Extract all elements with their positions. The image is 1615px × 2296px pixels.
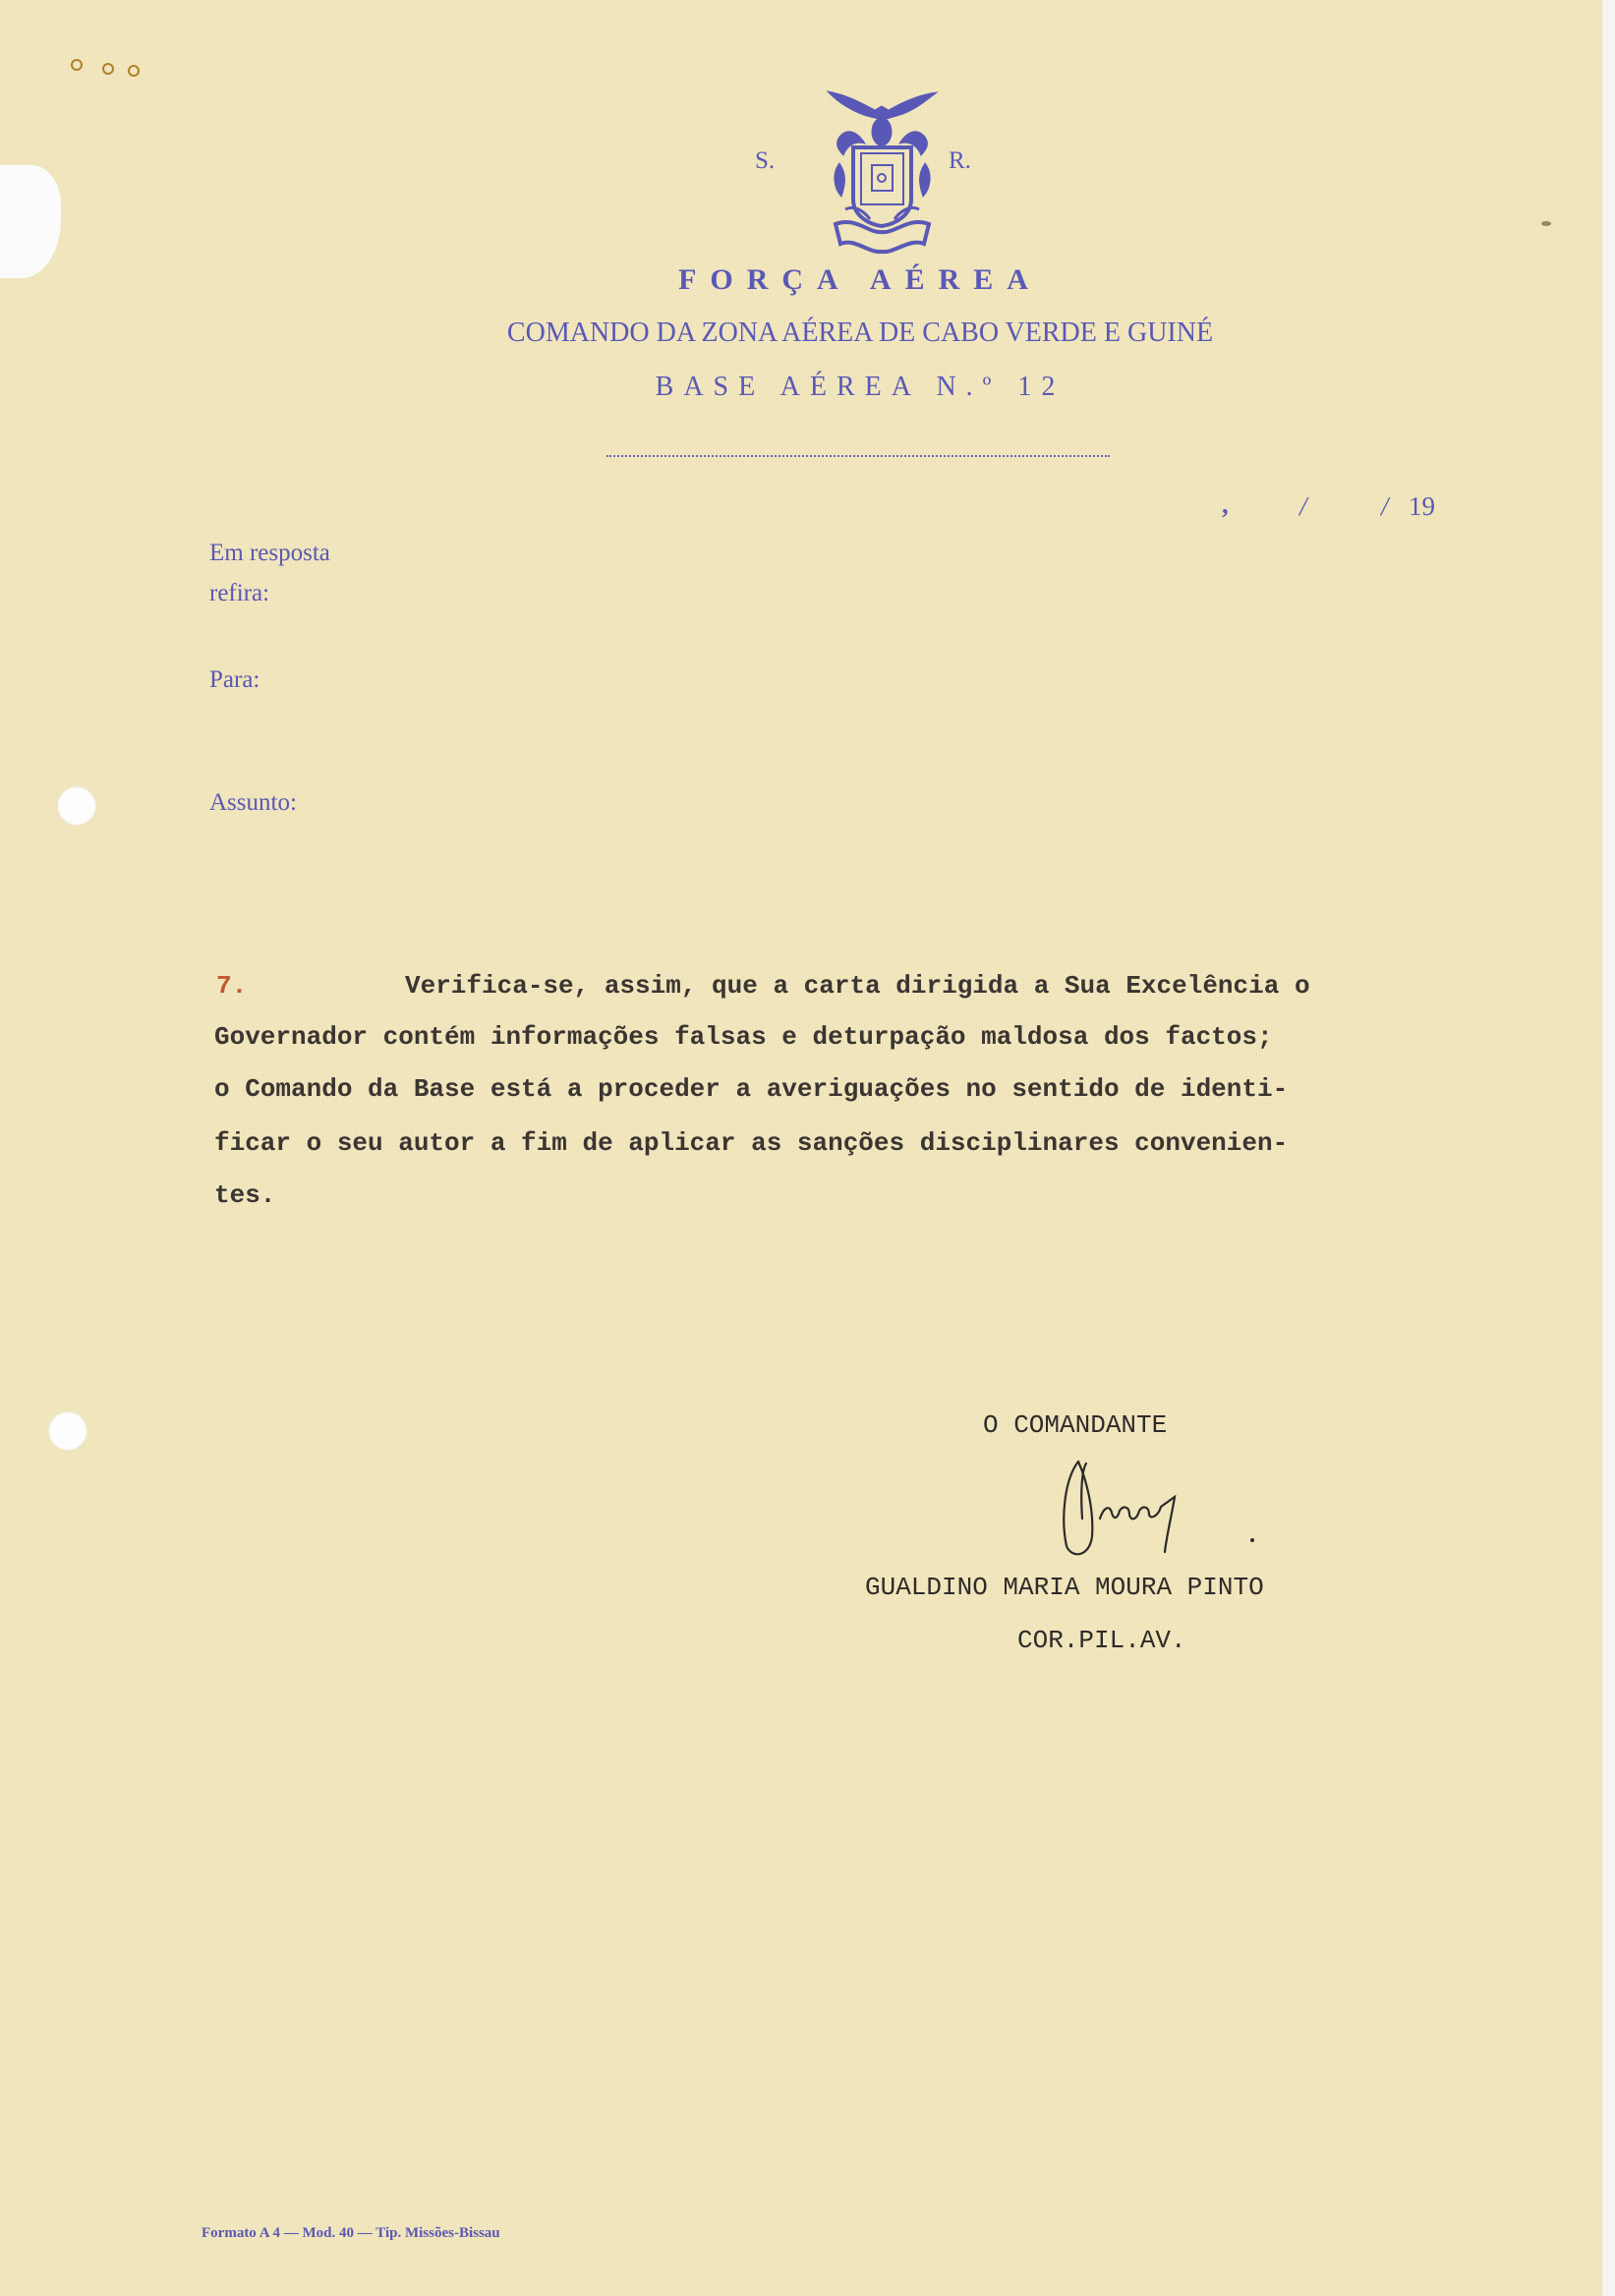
reply-reference-label: Em resposta <box>209 540 330 566</box>
subject-label: Assunto: <box>209 789 297 816</box>
body-line: tes. <box>214 1180 276 1210</box>
date-year-prefix: 19 <box>1409 491 1435 521</box>
reply-reference-label-line2: refira: <box>209 580 270 606</box>
body-line: ficar o seu autor a fim de aplicar as sanções disciplinares convenien- <box>214 1128 1289 1158</box>
body-line: Verifica-se, assim, que a carta dirigida a Sua Excelência o <box>405 971 1310 1001</box>
staple-rust-mark <box>128 65 140 77</box>
body-line: Governador contém informações falsas e deturpação maldosa dos factos; <box>214 1022 1273 1052</box>
to-label: Para: <box>209 666 260 693</box>
signatory-title: O COMANDANTE <box>983 1410 1168 1440</box>
punch-hole-lower <box>48 1411 87 1451</box>
letterhead-initial-s: S. <box>755 147 776 174</box>
signatory-rank: COR.PIL.AV. <box>1017 1626 1186 1655</box>
body-line: o Comando da Base está a proceder a averiguações no sentido de identi- <box>214 1074 1289 1104</box>
print-form-footer: Formato A 4 — Mod. 40 — Tip. Missões-Bissau <box>202 2225 500 2241</box>
coat-of-arms-icon <box>826 86 939 258</box>
date-separator-2: / <box>1381 491 1389 521</box>
command-name: COMANDO DA ZONA AÉREA DE CABO VERDE E GUINÉ <box>506 317 1214 348</box>
date-comma: , <box>1222 489 1229 519</box>
staple-rust-mark <box>71 59 83 71</box>
handwritten-signature-icon <box>1057 1450 1273 1563</box>
paper-smudge <box>1541 221 1551 226</box>
punch-hole-upper <box>57 786 96 826</box>
reference-dotted-line <box>606 455 1110 457</box>
signatory-name: GUALDINO MARIA MOURA PINTO <box>865 1573 1264 1602</box>
base-name: BASE AÉREA N.º 12 <box>655 372 1066 402</box>
letterhead-initial-r: R. <box>949 147 971 174</box>
paragraph-number: 7. <box>216 971 248 1001</box>
date-separator-1: / <box>1299 491 1307 521</box>
staple-rust-mark <box>102 63 114 75</box>
organization-title: FORÇA AÉREA <box>678 263 1042 296</box>
